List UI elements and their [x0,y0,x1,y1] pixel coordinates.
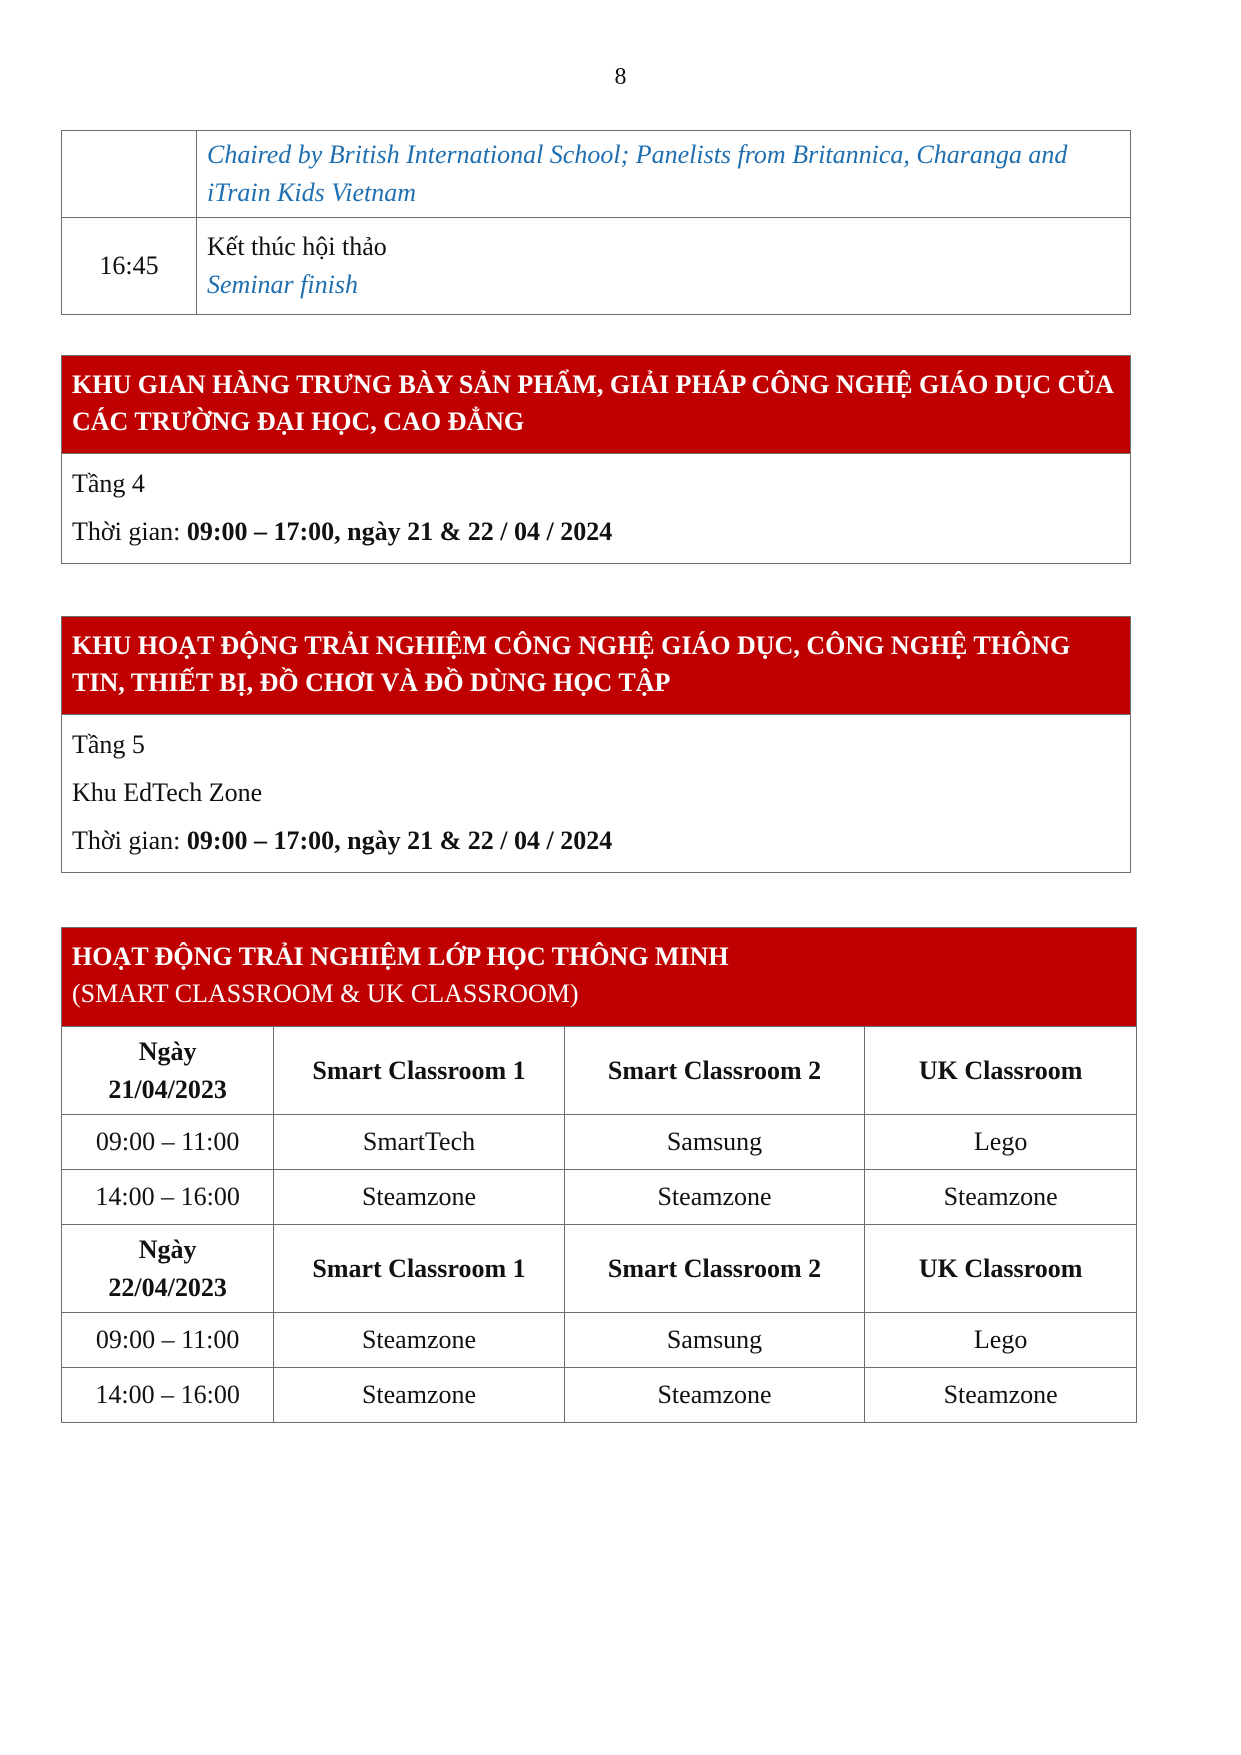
schedule-header [62,928,1137,1027]
slot-cell: Steamzone [274,1313,565,1368]
room-header: Smart Classroom 2 [564,1027,864,1115]
table-row [62,1170,1137,1225]
box-title: KHU HOẠT ĐỘNG TRẢI NGHIỆM CÔNG NGHỆ GIÁO DỤC, CÔNG NGHỆ THÔNG TIN, THIẾT BỊ, ĐỒ CHƠI VÀ ĐỒ DÙNG HỌC TẬP [62,617,1130,715]
room-header: Smart Classroom 2 [564,1225,864,1313]
date-value: 21/04/2023 [108,1074,227,1104]
time-value: 09:00 – 17:00, ngày 21 & 22 / 04 / 2024 [186,517,613,546]
box-floor: Tầng 4 [72,469,145,498]
schedule-header-row [62,928,1137,1027]
smart-classroom-schedule-table [61,927,1137,1423]
agenda-table [61,130,1131,315]
agenda-time [62,131,197,218]
room-header: Smart Classroom 1 [274,1225,565,1313]
slot-cell: Steamzone [274,1368,565,1423]
slot-time: 09:00 – 11:00 [62,1115,274,1170]
box-time [72,817,1120,865]
agenda-description [197,131,1131,218]
page-number: 8 [614,64,627,90]
room-header: UK Classroom [865,1225,1137,1313]
table-row [62,1115,1137,1170]
experience-zone-box [61,616,1131,873]
date-cell [62,1027,274,1115]
exhibition-booth-box [61,355,1131,564]
agenda-row [62,131,1131,218]
box-body [62,715,1130,872]
time-value: 09:00 – 17:00, ngày 21 & 22 / 04 / 2024 [186,826,613,855]
slot-cell: Steamzone [274,1170,565,1225]
box-time [72,508,1120,556]
slot-cell: Lego [865,1313,1137,1368]
slot-cell: Samsung [564,1115,864,1170]
day-label: Ngày [138,1036,197,1066]
box-body [62,454,1130,563]
slot-cell: Steamzone [564,1170,864,1225]
agenda-row [62,218,1131,315]
agenda-description-en: Chaired by British International School; Panelists from Britannica, Charanga and iTrain Kids Vietnam [207,140,1068,207]
agenda-description-vi: Kết thúc hội thảo [207,232,387,261]
box-zone: Khu EdTech Zone [72,778,263,807]
box-floor: Tầng 5 [72,730,145,759]
slot-cell: Lego [865,1115,1137,1170]
table-row [62,1313,1137,1368]
box-title: KHU GIAN HÀNG TRƯNG BÀY SẢN PHẨM, GIẢI PHÁP CÔNG NGHỆ GIÁO DỤC CỦA CÁC TRƯỜNG ĐẠI HỌC, CAO ĐẲNG [62,356,1130,454]
room-header: Smart Classroom 1 [274,1027,565,1115]
date-value: 22/04/2023 [108,1272,227,1302]
agenda-description-en: Seminar finish [207,270,358,299]
date-header-row [62,1027,1137,1115]
schedule-subtitle: (SMART CLASSROOM & UK CLASSROOM) [72,979,579,1008]
agenda-time: 16:45 [62,218,197,315]
date-cell [62,1225,274,1313]
slot-cell: Samsung [564,1313,864,1368]
table-row [62,1368,1137,1423]
agenda-description [197,218,1131,315]
slot-cell: SmartTech [274,1115,565,1170]
slot-time: 14:00 – 16:00 [62,1170,274,1225]
slot-time: 09:00 – 11:00 [62,1313,274,1368]
time-label: Thời gian: [72,826,187,855]
slot-cell: Steamzone [865,1170,1137,1225]
time-label: Thời gian: [72,517,187,546]
slot-cell: Steamzone [564,1368,864,1423]
slot-cell: Steamzone [865,1368,1137,1423]
slot-time: 14:00 – 16:00 [62,1368,274,1423]
day-label: Ngày [138,1234,197,1264]
date-header-row [62,1225,1137,1313]
schedule-title: HOẠT ĐỘNG TRẢI NGHIỆM LỚP HỌC THÔNG MINH [72,942,729,971]
room-header: UK Classroom [865,1027,1137,1115]
